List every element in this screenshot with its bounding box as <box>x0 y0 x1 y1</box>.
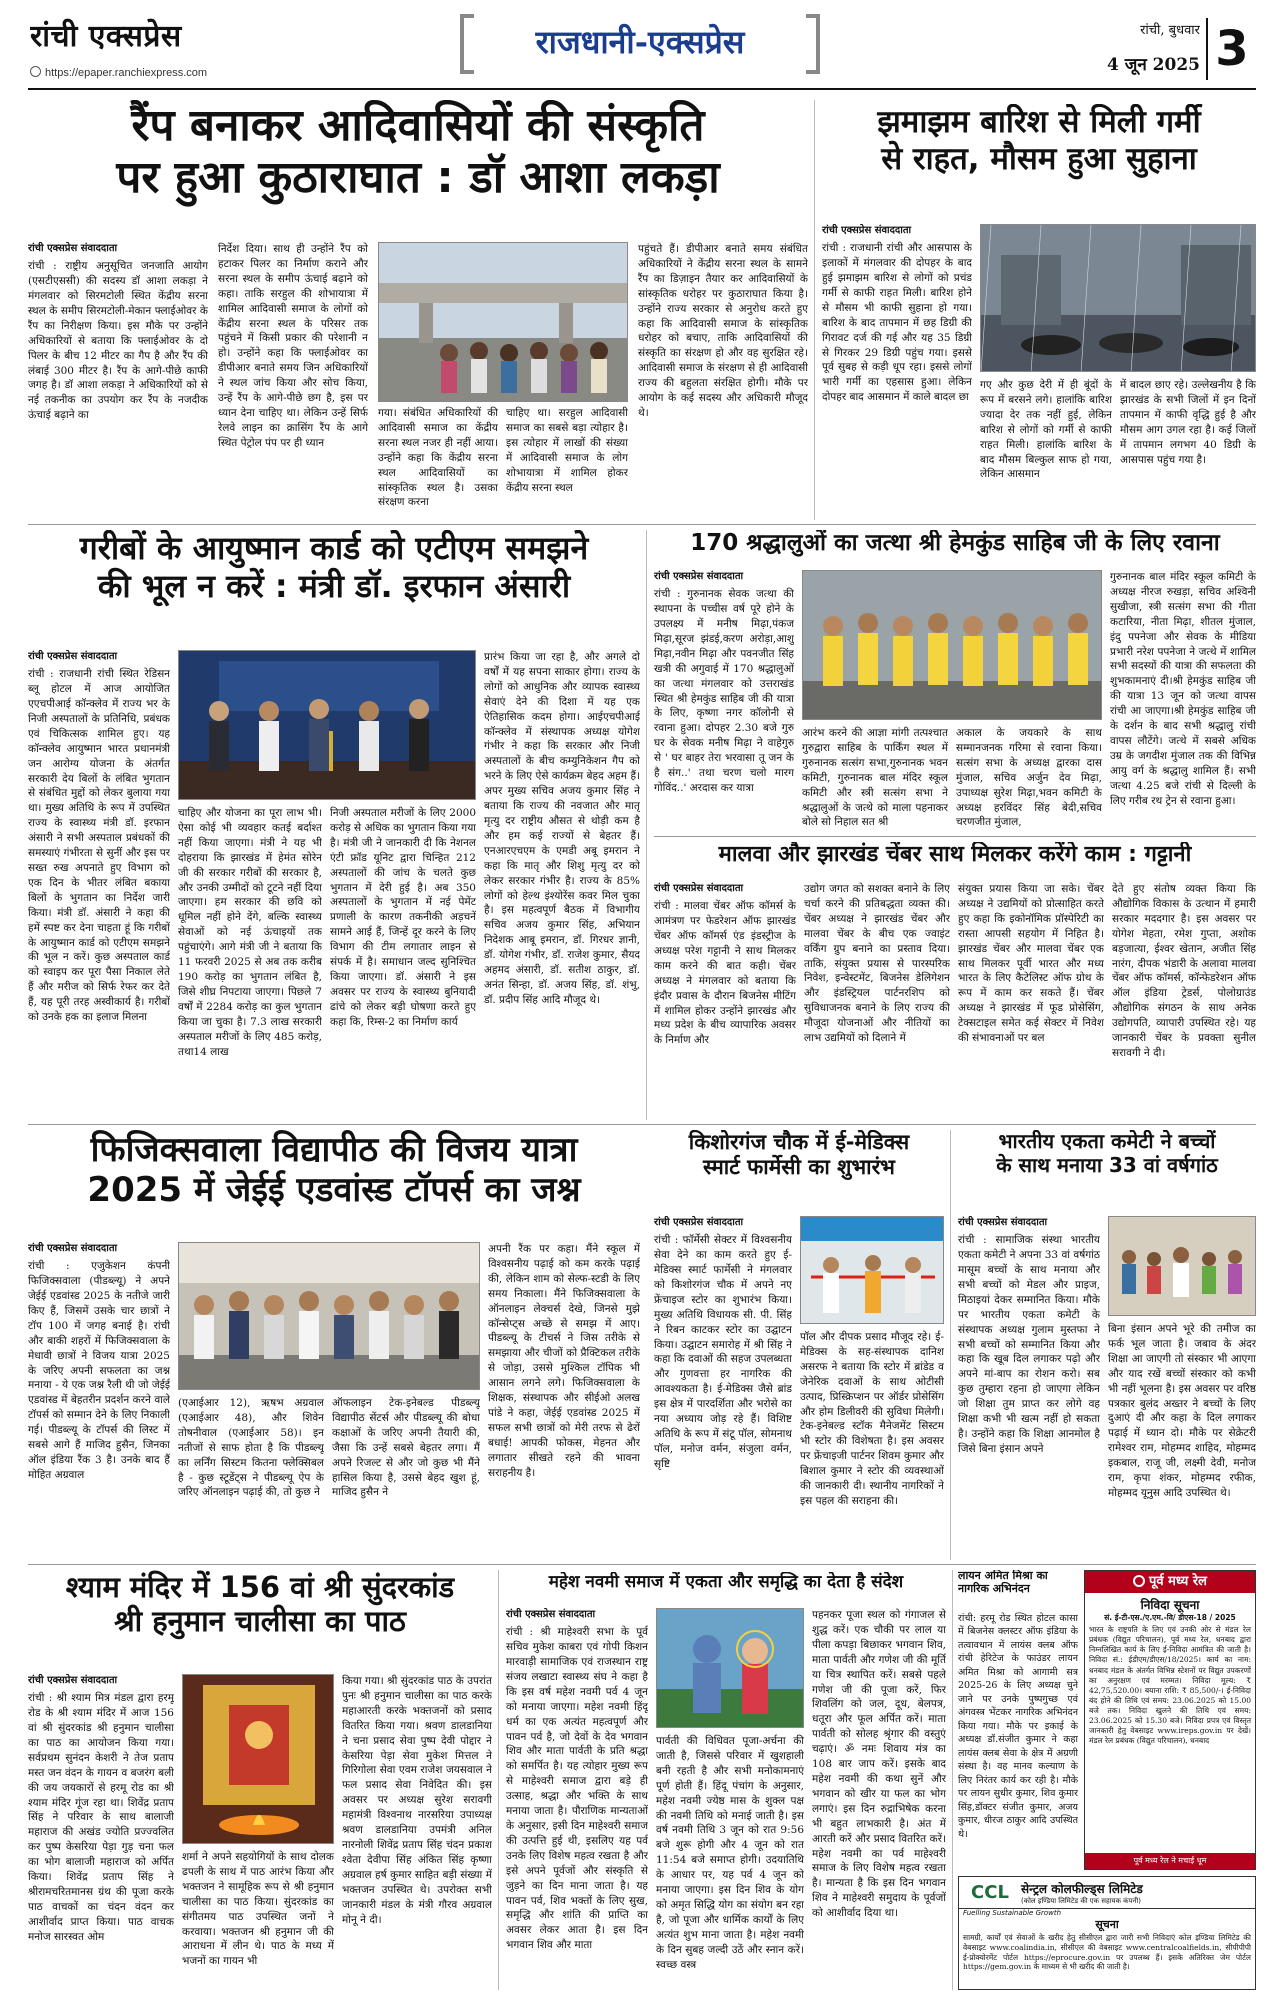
column-text: रांची : श्री श्याम मित्र मंडल द्वारा हरमू रोड के श्री श्याम मंदिर में आज 156 वां श्री सुंदरकांड श्री हनुमान चालीसा का पाठ का आयोजन किया गया। सर्वप्रथम सुनंदन केशरी ने तेज प्रताप मस्त जन वंदन के गायन व बजरंग बली की जय जयकारों से हरमू रोड का श्री श्याम मंदिर गूंज रहा था। शिवेंद्र प्रताप सिंह ने परिवार के साथ बालाजी महाराज की अखंड ज्योति प्रज्ज्वलित कर पुष्प केसरिया पेड़ा गुड़ चना फल का भोग बालाजी महाराज को अर्पित किया। शिवेंद्र प्रताप सिंह ने श्रीरामचरितमानस ग्रंथ की पूजा करके पाठ वाचकों का चंदन वंदन कर आशीर्वाद प्राप्त किया। पाठ वाचक मनोज सारस्वत ओम <box>28 1692 174 1943</box>
article-column <box>654 882 796 1120</box>
column-divider <box>950 1130 951 1560</box>
ccl-notice-title: सूचना <box>1095 1918 1119 1931</box>
article-column: देते हुए संतोष व्यक्त किया कि औद्योगिक विकास के उत्थान में हमारी सरकार मददगार है। इस अवसर पर योगेश मेहता, रमेश गुप्ता, अशोक बड़जात्या, ईश्वर खेतान, अजीत सिंह नारंग, दीपक भंडारी के अलावा मालवा चेंबर ऑफ कॉमर्स, कॉन्फेडरेशन ऑफ ऑल इंडिया ट्रेडर्स, पोलोग्राउंड औद्योगिक संगठन के साथ अनेक उद्योगपति, व्यापारी उपस्थित रहे। यह जानकारी चेंबर के प्रवक्ता सुनील सरावगी ने दी। <box>1112 883 1256 1059</box>
byline: रांची एक्सप्रेस संवाददाता <box>654 883 744 894</box>
flyover-photo-illustration <box>379 243 628 402</box>
shiva-parvati-illustration <box>657 1609 804 1728</box>
column-text: रांची : सामाजिक संस्था भारतीय एकता कमेटी ने अपना 33 वां वर्षगांठ मासूम बच्चों के साथ मनाया और सभी बच्चों को मेडल और प्राइज, मिठाइयां देकर सम्मानित किया। मौके पर भारतीय एकता कमेटी के संस्थापक अध्यक्ष गुलाम मुस्तफा ने सभी बच्चों को सम्मानित किया और कहा कि खूब दिल लगाकर पढ़ो और अपने मां-बाप का रोशन करो। सब कुछ तुम्हारा रहना हो जाएगा लेकिन जो शिक्षा तुम प्राप्त कर लोगे वह शिक्षा कभी भी खत्म नहीं हो सकता है। उन्होंने कहा कि शिक्षा आनमोल है जिसे बिना इंसान अपने <box>958 1234 1100 1455</box>
article-column: में बादल छाए रहे। उल्लेखनीय है कि झारखंड के सभी जिलों में इन दिनों तापमान में काफी वृद्धि हुई है और मौसम आग उगल रहा है। कई जिलों में तापमान लगभग 40 डिग्री के आसपास पहुंच गया है। <box>1120 379 1256 466</box>
conclave-photo-illustration <box>179 651 476 800</box>
headline-line-1: फिजिक्सवाला विद्यापीठ की विजय यात्रा <box>90 1130 578 1170</box>
railway-tender-ad <box>1084 1570 1256 1870</box>
article-column: किया गया। श्री सुंदरकांड पाठ के उपरांत पुनः श्री हनुमान चालीसा का पाठ करके महाआरती करके भक्तजनों को प्रसाद वितरित किया गया। श्रवण डालडानिया ने चना प्रसाद सेवा पुष्प देवी पोद्दार ने केसरिया पेड़ा सेवा मुकेश मित्तल ने गिरिगोला सेवा एवम राजेश जयसवाल ने फल प्रसाद सेवा निवेदित की। इस अवसर पर अध्यक्ष सुरेश सरावगी महामंत्री विश्वनाथ नारसरिया उपाध्यक्ष श्रवण डालडानिया उपमंत्री अनिल नारनोली शिवेंद्र प्रताप सिंह चंदन प्रकाश श्वेता देवीपा सिंह अंकित सिंह कृष्णा अग्रवाल हर्ष कुमार साहित बड़ी संख्या में भक्तजन उपस्थित थे। उपरोक्त सभी जानकारी मंडल के मंत्री गौरव अग्रवाल मोनू ने दी। <box>342 1675 492 1926</box>
masthead-date-block <box>1060 20 1200 82</box>
article-column: रांची: हरमू रोड स्थित होटल कासा में बिजनेस क्लस्टर ऑफ इंडिया के तत्वावधान में लायंस क्लब ऑफ रांची हेरिटेज के फाउंडर लायन अमित मिश्रा को आगामी सत्र 2025-26 के लिए अध्यक्ष चुने जाने पर उनके पुष्पगुच्छ एवं अंगवस्त्र भेंटकर नागरिक अभिनंदन किया गया। मौके पर इकाई के अध्यक्ष डॉ.संजीत कुमार ने कहा लायंस क्लब सेवा के क्षेत्र में अग्रणी संस्था है। वह मानव कल्याण के लिए निरंतर कार्य कर रही है। मौके पर लायन सुधीर कुमार, शिव कुमार सिंह,डॉक्टर संजीत कुमार, अजय कुमार, धीरज ठाकुर आदि उपस्थित थे। <box>958 1613 1078 1840</box>
article-column: प्रारंभ किया जा रहा है, और अगले दो वर्षों में यह सपना साकार होगा। राज्य के लोगों को आधुनिक और व्यापक स्वास्थ्य सेवाएं देने की दिशा में यह एक ऐतिहासिक कदम होगा। आईएचपीआई कॉन्क्लेव में संस्थापक अध्यक्ष योगेश गंभीर ने कहा कि सरकार और निजी अस्पतालों के बीच कम्युनिकेशन गैप को भरने के लिए ऐसे कार्यक्रम बेहद अहम हैं। अपर मुख्य सचिव अजय कुमार सिंह ने बताया कि राज्य की नवजात और मातृ मृत्यु दर राष्ट्रीय औसत से थोड़ी कम है और हम कई राज्यों से बेहतर हैं। एनआरएचएम के एमडी अबू इमरान ने कहा कि मातृ और शिशु मृत्यु दर को लेकर सरकार गंभीर है। राज्य के 85% लोगों को हेल्थ इंश्योरेंस कवर मिल चुका है। इस महत्वपूर्ण बैठक में विभागीय सचिव अजय कुमार सिंह, अभियान निदेशक आबू इमरान, डॉ. गिरधर ज्ञानी, डॉ. योगेश गंभीर, डॉ. राजेश कुमार, सैयद अहमद अंसारी, डॉ. सतीश ठाकुर, डॉ. अनंत सिन्हा, डॉ. अजय सिंह, डॉ. शंभु, डॉ. प्रदीप सिंह आदि मौजूद थे। <box>484 651 640 1006</box>
headline-line-1: भारतीय एकता कमेटी ने बच्चों <box>998 1130 1216 1153</box>
railway-ad-header <box>1085 1571 1255 1593</box>
headline-line-1: रैंप बनाकर आदिवासियों की संस्कृति <box>131 100 705 151</box>
masthead-rule <box>28 88 1256 90</box>
article-column <box>822 224 972 520</box>
headline <box>28 1130 640 1234</box>
headline-line-1: गरीबों के आयुष्मान कार्ड को एटीएम समझने <box>79 530 589 567</box>
article-column <box>28 1242 170 1560</box>
article-column: पहुंचते हैं। डीपीआर बनाते समय संबंधित अधिकारियों ने केंद्रीय सरना स्थल के सामने रैंप का डिज़ाइन तैयार कर आदिवासियों के सांस्कृतिक धरोहर पर कुठाराघात किया है। उन्होंने राज्य सरकार से अनुरोध करते हुए कहा कि आदिवासी समाज के सांस्कृतिक धरोहर को बचाए, ताकि आदिवासियों की संस्कृति का संरक्षण हो और वह सुरक्षित रहे। आदिवासी समाज के संरक्षण से ही आदिवासी राज्य की बहुलता संरक्षित होगी। मौके पर आयोग के कई सदस्य और अधिकारी मौजूद थे। <box>638 243 808 419</box>
headline: मालवा और झारखंड चेंबर साथ मिलकर करेंगे काम : गट्टानी <box>718 842 1192 867</box>
headline-line-2: की भूल न करें : मंत्री डॉ. इरफान अंसारी <box>97 566 571 605</box>
article-column <box>654 1216 792 1560</box>
toppers-photo-illustration <box>179 1243 480 1390</box>
byline: रांची एक्सप्रेस संवाददाता <box>28 651 118 662</box>
issue-date: 4 जून 2025 <box>1106 55 1200 75</box>
ccl-logo-icon: CCL <box>971 1882 1009 1903</box>
headline-line-2: श्री हनुमान चालीसा का पाठ <box>114 1604 406 1639</box>
article-column <box>654 570 794 830</box>
rain-photo-illustration <box>981 225 1256 372</box>
bracket-right-icon <box>806 14 820 74</box>
article-column <box>28 650 170 1120</box>
headline-line-1: लायन अमित मिश्रा का <box>958 1570 1048 1582</box>
article-column <box>28 1674 174 1990</box>
article-column <box>506 1608 648 1990</box>
column-divider <box>814 100 815 520</box>
masthead-url-text: https://epaper.ranchiexpress.com <box>45 67 208 79</box>
article-column: अकाल के जयकारे के साथ सम्मानजनक गरिमा से रवाना किया। सत्संग सभा के अध्यक्ष द्वारका दास मुंजाल, सचिव अर्जुन देव मिढ़ा, उपाध्यक्ष सुरेश मिढ़ा,भवन कमिटी के अध्यक्ष हरविंदर सिंह बेदी,सचिव चरणजीत मुंजाल, <box>956 727 1102 829</box>
headline-line-2: नागरिक अभिनंदन <box>958 1581 1030 1595</box>
masthead-logo: रांची एक्सप्रेस <box>30 19 182 54</box>
article-ramp <box>28 100 808 520</box>
news-photo-shiva-parvati <box>656 1608 804 1728</box>
section-banner <box>460 14 820 74</box>
news-photo-pharmacy <box>800 1216 944 1324</box>
railway-ad-footer: पूर्व मध्य रेल ने मचाई धूम <box>1085 1853 1255 1869</box>
article-hemkund <box>654 530 1256 830</box>
article-column: चाहिए था। सरहुल आदिवासी समाज का सबसे बड़ा त्योहार है। इस त्योहार में लाखों की संख्या में आदिवासी समाज के लोग शोभायात्रा में शामिल होकर केंद्रीय सरना स्थल <box>506 407 628 494</box>
photo-caption: आरंभ करने की आज्ञा मांगी तत्पश्चात गुरुद्वारा साहिब के पार्किंग स्थल में गुरुनानक सत्संग सभा,गुरुनानक भवन कमिटी, गुरुनानक बाल मंदिर स्कूल कमिटी और स्त्री सत्संग सभा ने श्रद्धालुओं के जत्थे को माला पहनाकर बोले सो निहाल सत श्री <box>802 727 948 829</box>
photo-caption: गए और कुछ देरी में ही बूंदों के रूप में बरसने लगे। हालांकि बारिश ज्यादा देर तक नहीं हुई, लेकिन बारिश से लोगों को गर्मी से काफी राहत मिली। हालांकि बारिश के बाद मौसम बिल्कुल साफ हो गया, लेकिन आसमान <box>980 379 1112 481</box>
temple-photo-illustration <box>183 1675 334 1844</box>
masthead-url[interactable] <box>30 66 290 82</box>
column-text: रांची : एजुकेशन कंपनी फिजिक्सवाला (पीडब्ल्यू) ने अपने जेईई एडवांस्ड 2025 के नतीजे जारी किए हैं, जिसमें उसके चार छात्रों ने टॉप 100 में जगह बनाई है। रांची और बाकी शहरों में फिजिक्सवाला के मेधावी छात्रों ने विजय यात्रा 2025 के जरिए अपनी सफलता का जश्न मनाया - ये एक जश्न रैली थी जो जेईई एडवांस्ड में बेहतरीन प्रदर्शन करने वाले टॉपर्स को सम्मान देने के लिए निकाली गई। पीडब्ल्यू के टॉपर्स की लिस्ट में सबसे आगे हैं माजिद हुसैन, जिनका ऑल इंडिया रैंक 3 है। उनके बाद हैं मोहित अग्रवाल <box>28 1260 170 1481</box>
article-column: निजी अस्पताल मरीजों के लिए 2000 करोड़ से अधिक का भुगतान किया गया है। मंत्री जी ने जानकारी दी कि नेशनल एंटी फ्रॉड यूनिट द्वारा चिन्हित 212 अस्पतालों की जांच के चलते कुछ भुगतान में देरी हुई है। अब 350 अस्पतालों के भुगतान में नई पेमेंट प्रणाली के कारण तकनीकी अड़चनें सामने आई हैं, जिन्हें दूर करने के लिए विभाग की टीम लगातार लाइन से संपर्क में है। समाधान जल्द सुनिश्चित किया जाएगा। डॉ. अंसारी ने इस अवसर पर राज्य के स्वास्थ्य बुनियादी ढांचे को लेकर बड़ी घोषणा करते हुए कहा कि, रिम्स-2 का निर्माण कार्य <box>330 807 476 1028</box>
column-text: रांची : गुरुनानक सेवक जत्था की स्थापना के पच्चीस वर्ष पूरे होने के उपलक्ष्य में मनीष मिढ़ा,पंकज मिढ़ा,सूरज झंडई,करण अरोड़ा,आशु मिढ़ा,नवीन मिढ़ा और पवनजीत सिंह खत्री की अगुवाई में 170 श्रद्धालुओं का जत्था मंगलवार को उत्तराखंड स्थित श्री हेमकुंड साहिब जी की यात्रा के लिए, कृष्णा नगर कॉलोनी से रवाना हुआ। दोपहर 2.30 बजे गुरु घर के सेवक मनीष मिढ़ा ने वाहेगुरु से ' घर बाहर तेरा भरवासा तू जन के है संग..' तथा चरण चलो मारग गोविंद..' अरदास कर यात्रा <box>654 588 794 794</box>
headline-line-2: 2025 में जेईई एडवांस्ड टॉपर्स का जश्न <box>87 1170 581 1211</box>
article-emedix <box>654 1130 944 1560</box>
article-ekta-committee <box>958 1130 1256 1560</box>
headline-line-2: से राहत, मौसम हुआ सुहाना <box>881 140 1197 177</box>
article-chamber <box>654 842 1256 1120</box>
article-lion-amit-mishra <box>958 1570 1078 1870</box>
byline: रांची एक्सप्रेस संवाददाता <box>654 571 744 582</box>
news-photo-toppers <box>178 1242 480 1390</box>
headline: महेश नवमी समाज में एकता और समृद्धि का देता है संदेश <box>548 1572 904 1592</box>
headline-line-1: श्याम मंदिर में 156 वां श्री सुंदरकांड <box>65 1570 455 1604</box>
masthead <box>0 0 1269 90</box>
headline <box>28 530 640 642</box>
article-column: अपनी रैंक पर कहा। मैंने स्कूल में विश्वसनीय पढ़ाई को कम करके पढ़ाई की, लेकिन शाम को सेल्फ-स्टडी के लिए समय निकाला। मैंने फिजिक्सवाला के ऑनलाइन लेक्चर्स देखे, जिनसे मुझे कॉन्सेप्ट्स अच्छे से समझ में आए। पीडब्ल्यू के टीचर्स ने जिस तरीके से समझाया और चीजों को प्रैक्टिकल तरीके से जोड़ा, उससे मुश्किल टॉपिक भी आसान लगने लगे। फिजिक्सवाला के शिक्षक, संस्थापक और सीईओ अलख पांडे ने कहा, जेईई एडवांस्ड 2025 में सफल सभी छात्रों को मेरी तरफ से ढेरों बधाई! आपकी फोकस, मेहनत और लगातार सीखते रहने की भावना सराहनीय है। <box>488 1243 640 1479</box>
photo-caption: शर्मा ने अपने सहयोगियों के साथ दोलक ढपली के साथ में पाठ आरंभ किया और भक्तजन ने सामूहिक रूप से श्री हनुमान चालीसा का पाठ किया। सुंदरकांड का संगीतमय पाठ उपस्थित जनों ने करवाया। भक्तजन श्री हनुमान जी की आराधना में लीन थे। पाठ के मध्य में भजनों का गायन भी <box>182 1851 334 1968</box>
news-photo-conclave <box>178 650 476 800</box>
headline <box>28 1570 492 1666</box>
city-day: रांची, बुधवार <box>1140 23 1200 38</box>
article-column: बिना इंसान अपने भूरे की तमीज का फर्क भूल जाता है। जबाव के अंदर शिक्षा आ जाएगी तो संस्कार भी आएगा और याद रखें बच्चों संस्कार को कभी भी नहीं भूलना है। इस अवसर पर वरिष्ठ पत्रकार बुलंद अख्तर ने बच्चों के लिए दुआएं दी और कहा के दिल लगाकर पढ़ाई में ध्यान दो। मौके पर सेक्रेटरी रामेश्वर राम, मोहम्मद शाहिद, मोहम्मद इकबाल, राजू जी, लक्ष्मी देवी, मनोज राम, कृपा शंकर, मोहम्मद रफीक, मोहम्मद यूनुस आदि उपस्थित थे। <box>1108 1323 1256 1499</box>
photo-caption: चाहिए और योजना का पूरा लाभ भी। ऐसा कोई भी व्यवहार कतई बर्दाश्त नहीं किया जाएगा। मंत्री ने यह भी दोहराया कि झारखंड में हेमंत सोरेन जी की सरकार गरीबों की सरकार है, और उनकी उम्मीदों को टूटने नहीं दिया जाएगा। हम सरकार की छवि को धूमिल नहीं होने देंगे, बल्कि स्वास्थ्य सेवाओं को नई ऊंचाइयों तक पहुंचाएंगे। आगे मंत्री जी ने बताया कि 11 फरवरी 2025 से अब तक करीब 190 करोड़ का भुगतान लंबित है, जिसे शीघ्र निपटाया जाएगा। पिछले 7 वर्षों में 2284 करोड़ का कुल भुगतान किया जा चुका है। 7.3 लाख सरकारी अस्पताल मरीजों के लिए 485 करोड़, तथा14 लाख <box>178 807 322 1058</box>
photo-caption: पार्वती की विधिवत पूजा-अर्चना की जाती है, जिससे परिवार में खुशहाली बनी रहती है और सभी मनोकामनाएं पूर्ण होती हैं। हिंदू पंचांग के अनुसार, महेश नवमी ज्येष्ठ मास के शुक्ल पक्ष की नवमी तिथि को मनाई जाती है। इस वर्ष नवमी तिथि 3 जून को रात 9:56 बजे शुरू होगी और 4 जून को रात 11:54 बजे समाप्त होगी। उदयातिथि के आधार पर, यह पर्व 4 जून को मनाया जाएगा। इस दिन शिव के योग को अमृत सिद्धि योग का संयोग बन रहा है, जो पूजा और धार्मिक कार्यों के लिए अत्यंत शुभ माना जाता है। महेश नवमी के दिन सुबह जल्दी उठें और स्नान करें। स्वच्छ वस्त्र <box>656 1735 804 1971</box>
headline <box>958 1570 1078 1610</box>
photo-caption: (एआईआर 12), ऋषभ अग्रवाल (एआईआर 48), और शिवेन तोषनीवाल (एआईआर 58)। इन नतीजों से साफ होता है कि पीडब्ल्यू का लर्निंग सिस्टम कितना फ्लेक्सिबल है - कुछ स्टूडेंट्स ने पीडब्ल्यू ऐप के जरिए ऑनलाइन पढ़ाई की, तो कुछ ने <box>178 1397 324 1499</box>
news-photo-children <box>1108 1216 1256 1316</box>
row-divider <box>28 524 1256 525</box>
column-text: रांची : फॉर्मेसी सेक्टर में विश्वसनीय सेवा देने का काम करते हुए ई-मेडिक्स स्मार्ट फार्मेसी ने मंगलवार को किशोरगंज चौक में अपने नए फ्रेंचाइज स्टोर का शुभारंभ किया। मुख्य अतिथि विधायक सी. पी. सिंह ने रिबन काटकर स्टोर का उद्घाटन किया। उद्घाटन समारोह में श्री सिंह ने कहा कि दवाओं की सहज उपलब्धता और गुणवत्ता हर नागरिक की आवश्यकता है। ई-मेडिक्स जैसे ब्रांड इस क्षेत्र में पारदर्शिता और भरोसे का नया अध्याय जोड़ रहे हैं। विशिष्ट अतिथि के रूप में संटू पॉल, सोमनाथ पॉल, मनोज वर्मन, संजुला वर्मन, सृष्टि <box>654 1234 792 1470</box>
photo-caption: गया। संबंधित अधिकारियों की आदिवासी समाज का केंद्रीय सरना स्थल नजर ही नहीं आया। उन्होंने कहा कि केंद्रीय सरना स्थल आदिवासियों का सांस्कृतिक स्थल है। उसका संरक्षण करना <box>378 407 498 509</box>
article-mahesh-navmi <box>506 1570 946 1990</box>
children-photo-illustration <box>1109 1217 1256 1316</box>
headline-line-1: किशोरगंज चौक में ई-मेडिक्स <box>688 1130 910 1154</box>
headline <box>654 1130 944 1210</box>
article-column: गुरुनानक बाल मंदिर स्कूल कमिटी के अध्यक्ष नीरज रुखड़ा, सचिव अश्विनी सुखीजा, स्त्री सत्संग सभा की गीता कटारिया, नीता मिढ़ा, शीतल मुंजाल, इंदु पपनेजा और सेवक के मीडिया प्रभारी नरेश पपनेजा ने जत्थे में शामिल सभी सदस्यों की यात्रा की सफलता की शुभकामनाएं दी।श्री हेमकुंड साहिब जी की यात्रा 13 जून को जत्था वापस रांची आ जाएगा।श्री हेमकुंड साहिब जी के दर्शन के बाद सभी श्रद्धालु रांची वापस लौटेंगे। जत्थे में सबसे अधिक उम्र के जगदीश मुंजाल तक की विभिन्न आयु वर्ग के श्रद्धालु शामिल हैं। सभी जत्था 4.25 बजे रांची से दिल्ली के लिए गरीब रथ ट्रेन से रवाना हुआ। <box>1110 571 1256 807</box>
column-divider <box>952 1570 953 1990</box>
headline <box>28 100 808 232</box>
globe-icon <box>30 66 41 77</box>
railway-ad-title: निविदा सूचना <box>1140 1598 1200 1612</box>
railway-logo-icon <box>1133 1575 1145 1587</box>
ccl-org-name: सेन्ट्रल कोलफील्ड्स लिमिटेड <box>1021 1881 1143 1896</box>
article-column: उद्योग जगत को सशक्त बनाने के लिए चर्चा करने की प्रतिबद्धता व्यक्त की। चेंबर अध्यक्ष ने झारखंड चेंबर और मालवा चेंबर के बीच एक ज्वाइंट वर्किंग ग्रुप बनाने का प्रस्ताव दिया। ताकि, संयुक्त प्रयास से पारस्परिक निवेश, इन्वेस्टमेंट, बिजनेस डेलिगेशन और इंडस्ट्रियल पार्टनरशिप को सुविधाजनक बनाने के लिए राज्य की मौजूदा योजनाओं और नीतियों का लाभ उद्यमियों को दिलाने में <box>804 883 950 1045</box>
article-column: संयुक्त प्रयास किया जा सके। चेंबर अध्यक्ष ने उद्यमियों को प्रोत्साहित करते हुए कहा कि इकोनॉमिक प्रॉस्पेरिटी का रास्ता आपसी सहयोग में निहित है। झारखंड चेंबर और मालवा चेंबर एक साथ मिलकर पूर्वी भारत और मध्य भारत के लिए कैटेलिस्ट ऑफ ग्रोथ के रूप में काम कर सकते हैं। चेंबर अध्यक्ष ने झारखंड में फूड प्रोसेसिंग, टेक्सटाइल समेत कई सेक्टर में निवेश की संभावनाओं पर बल <box>958 883 1104 1045</box>
headline <box>822 104 1256 214</box>
row-divider <box>28 1564 1256 1565</box>
article-column <box>28 242 208 520</box>
ccl-ad-header <box>959 1877 1255 1909</box>
railway-ad-ref: सं. ई-टी-एस./ए.एम.-वि/ डीएस-18 / 2025 <box>1104 1613 1236 1622</box>
byline: रांची एक्सप्रेस संवाददाता <box>506 1609 596 1620</box>
row-divider <box>28 1124 1256 1125</box>
railway-org: पूर्व मध्य रेल <box>1149 1574 1207 1589</box>
ccl-tagline: Fuelling Sustainable Growth <box>963 1909 1062 1917</box>
byline: रांची एक्सप्रेस संवाददाता <box>28 1675 118 1686</box>
article-column: ऑफलाइन टेक-इनेबल्ड पीडब्ल्यू विद्यापीठ सेंटर्स और पीडब्ल्यू की बोधा कक्षाओं के जरिए अपनी तैयारी की, जैसा कि उन्हें सबसे बेहतर लगा। मैं अपने रिजल्ट से और जो कुछ भी मैंने हासिल किया है, उससे बेहद खुश हूं, माजिद हुसैन ने <box>332 1397 480 1499</box>
pilgrims-photo-illustration <box>803 571 1102 720</box>
column-divider <box>646 530 647 1120</box>
headline: 170 श्रद्धालुओं का जत्था श्री हेमकुंड साहिब जी के लिए रवाना <box>690 530 1220 556</box>
railway-ad-body: भारत के राष्ट्रपति के लिए एवं उनकी ओर से मंडल रेल प्रबंधक (विद्युत परिचालन), पूर्व मध्य रेल, धनबाद द्वारा निम्नलिखित कार्य के लिए ई-निविदा आमंत्रित की जाती है। निविदा सं.: ईडीएम/डीएस/18/2025। कार्य का नाम: धनबाद मंडल के अंतर्गत विभिन्न स्टेशनों पर विद्युत उपकरणों का अनुरक्षण एवं मरम्मत। निविदा मूल्य: ₹ 42,75,520.00। बयाना राशि: ₹ 85,500/-। ई-निविदा बंद होने की तिथि एवं समय: 23.06.2025 को 15.00 बजे तक। निविदा खुलने की तिथि एवं समय: 23.06.2025 को 15.30 बजे। निविदा प्रपत्र एवं विस्तृत जानकारी हेतु वेबसाइट www.ireps.gov.in पर देखें। मंडल रेल प्रबंधक (विद्युत परिचालन), धनबाद <box>1089 1625 1251 1746</box>
news-photo-pilgrims <box>802 570 1102 720</box>
row-divider <box>654 836 1256 837</box>
headline-line-1: झमाझम बारिश से मिली गर्मी <box>877 104 1201 140</box>
section-title: राजधानी-एक्सप्रेस <box>535 23 745 61</box>
ccl-sub: (कोल इण्डिया लिमिटेड की एक सहायक कंपनी) <box>1021 1896 1141 1905</box>
bracket-left-icon <box>460 14 474 74</box>
ccl-notice-ad <box>958 1876 1256 1990</box>
article-column: पहनकर पूजा स्थल को गंगाजल से शुद्ध करें। एक चौकी पर लाल या पीला कपड़ा बिछाकर भगवान शिव, माता पार्वती और गणेश जी की मूर्ति या चित्र स्थापित करें। सबसे पहले गणेश जी की पूजा करें, फिर शिवलिंग को जल, दूध, बेलपत्र, धतूरा और फूल अर्पित करें। माता पार्वती को सोलह श्रृंगार की वस्तुएं चढ़ाएं। ॐ नमः शिवाय मंत्र का 108 बार जाप करें। इसके बाद महेश नवमी की कथा सुनें और भगवान को खीर या फल का भोग लगाएं। इस दिन रुद्राभिषेक करना भी बहुत लाभकारी है। अंत में आरती करें और प्रसाद वितरित करें। महेश नवमी का पर्व माहेश्वरी समाज के लिए विशेष महत्व रखता है। मान्यता है कि इस दिन भगवान शिव ने माहेश्वरी समुदाय के पूर्वजों को आशीर्वाद दिया था। <box>812 1609 946 1920</box>
byline: रांची एक्सप्रेस संवाददाता <box>654 1217 744 1228</box>
photo-caption: पॉल और दीपक प्रसाद मौजूद रहे। ई-मेडिक्स के सह-संस्थापक दानिश असरफ ने बताया कि स्टोर में ब्रांडेड व जेनेरिक दवाओं के साथ ओटीसी उत्पाद, प्रिस्क्रिप्शन पर ऑर्डर प्रोसेसिंग और होम डिलीवरी की सुविधा मिलेगी। टेक-इनेबल्ड स्टॉक मैनेजमेंट सिस्टम भी स्टोर की विशेषता है। इस अवसर पर फ्रेंचाइजी पार्टनर शिवम कुमार और बिशाल कुमार ने स्टोर की व्यवस्थाओं की जानकारी दी। स्थानीय नागरिकों ने इस पहल की सराहना की। <box>800 1331 944 1507</box>
column-text: रांची : मालवा चेंबर ऑफ कॉमर्स के आमंत्रण पर फेडरेशन ऑफ झारखंड चेंबर ऑफ कॉमर्स एंड इंडस्ट्रीज के अध्यक्ष परेश गट्टानी ने साथ मिलकर काम करने की बात कही। चेंबर अध्यक्ष ने मंगलवार को बताया कि इंदौर प्रवास के दौरान बिजनेस मीटिंग में शामिल होकर उन्होंने झारखंड और मध्य प्रदेश के बीच व्यापारिक अवसर के निर्माण और <box>654 900 796 1047</box>
byline: रांची एक्सप्रेस संवाददाता <box>28 1243 118 1254</box>
column-text: रांची : श्री माहेश्वरी सभा के पूर्व सचिव मुकेश काबरा एवं गोपी किशन मारवाड़ी सामाजिक एवं राजस्थान राष्ट्र संजय लखाटा स्वास्थ्य संघ ने कहा है कि इस वर्ष महेश नवमी पर्व 4 जून को मनाया जाएगा। महेश नवमी हिंदू धर्म का एक अत्यंत महत्वपूर्ण और पावन पर्व है, जो देवों के देव भगवान शिव और माता पार्वती के प्रति श्रद्धा को समर्पित है। यह त्योहार मुख्य रूप से माहेश्वरी समाज द्वारा बड़े ही उत्साह, श्रद्धा और भक्ति के साथ मनाया जाता है। पौराणिक मान्यताओं के अनुसार, इसी दिन माहेश्वरी समाज की उत्पत्ति हुई थी, इसलिए यह पर्व उनके लिए विशेष महत्व रखता है और इसे अपने पूर्वजों और संस्कृति से जुड़ने का दिन माना जाता है। यह पावन पर्व, शिव भक्तों के लिए सुख, समृद्धि और शांति की प्राप्ति का अवसर लेकर आता है। इस दिन भगवान शिव और माता <box>506 1626 648 1952</box>
news-photo-rain <box>980 224 1256 372</box>
article-column: निर्देश दिया। साथ ही उन्होंने रैंप को हटाकर पिलर का निर्माण कराने और सरना स्थल के समीप ऊंचाई बढ़ाने को कहा। ताकि सरहुल की शोभायात्रा में शामिल आदिवासी समाज के लोगों को केंद्रीय सरना स्थल के परिसर तक पहुंचने में किसी प्रकार की परेशानी न हो। उन्होंने कहा कि फ्लाईओवर का डीपीआर बनाते समय जिन अधिकारियों ने स्थल जांच किया और सोच किया, उन्हें रैंप के आगे-पीछे छग है, इस पर ध्यान देना चाहिए था। लेकिन उन्हें सिर्फ रेलवे लाइन का क्रासिंग रैंप के आगे स्थित पेट्रोल पंप पर ही ध्यान <box>218 243 368 449</box>
byline: रांची एक्सप्रेस संवाददाता <box>28 243 118 254</box>
page-number: 3 <box>1206 18 1256 80</box>
pharmacy-photo-illustration <box>801 1217 944 1324</box>
news-photo-temple <box>182 1674 334 1844</box>
byline: रांची एक्सप्रेस संवाददाता <box>958 1217 1048 1228</box>
article-physicswallah <box>28 1130 640 1560</box>
headline-line-2: के साथ मनाया 33 वां वर्षगांठ <box>996 1152 1218 1177</box>
article-shyam-mandir <box>28 1570 492 1990</box>
column-text: रांची : राजधानी रांची स्थित रेडिसन ब्लू होटल में आज आयोजित एएचपीआई कॉन्क्लेव में राज्य भर के निजी अस्पतालों के प्रतिनिधि, प्रबंधक एवं चिकित्सक शामिल हुए। यह कॉन्क्लेव आयुष्मान भारत प्रधानमंत्री जन आरोग्य योजना के अंतर्गत सरकारी देय बिलों के लंबित भुगतान से संबंधित मुद्दों को लेकर बुलाया गया था। मुख्य अतिथि के रूप में उपस्थित राज्य के स्वास्थ्य मंत्री डॉ. इरफान अंसारी ने सभी अस्पताल प्रबंधकों की समस्याएं गंभीरता से सुनीं और इस पर सख्त रुख अपनाते हुए विभाग को एक दिन के भीतर लंबित बकाया बिलों के भुगतान का निर्देश जारी किया। मंत्री डॉ. अंसारी ने कहा की हमें स्पष्ट कर देना चाहता हूं कि गरीबों के आयुष्मान कार्ड को एटीएम समझने की भूल न करें। कुछ अस्पताल कार्ड को स्वाइप कर पूरा पैसा निकाल लेते हैं और मरीज को सिर्फ रेफर कर देते हैं, यह पूरी तरह अस्वीकार्य है। गरीबों को उनके हक का इलाज मिलना <box>28 668 170 1024</box>
column-text: रांची : राष्ट्रीय अनुसूचित जनजाति आयोग (एसटीएससी) की सदस्य डॉ आशा लकड़ा ने मंगलवार को सिरमटोली स्थित केंद्रीय सरना स्थल के समीप सिरमटोली-मेकान फ्लाईओवर के रैंप का निरीक्षण किया। इस मौके पर उन्होंने अधिकारियों से बताया कि फ्लाईओवर के दो पिलर के बीच 12 मीटर का गैप है और रैंप की लंबाई 300 मीटर है। रैंप के आगे-पीछे काफी जगह है। डॉ आशा लकड़ा ने अधिकारियों को से नई तकनीक का उपयोग कर रैंप के नजदीक ऊंचाई बढ़ाने का <box>28 260 208 422</box>
headline-line-2: स्मार्ट फार्मेसी का शुभारंभ <box>703 1154 895 1179</box>
column-text: रांची : राजधानी रांची और आसपास के इलाकों में मंगलवार की दोपहर के बाद हुई झमाझम बारिश से लोगों को प्रचंड गर्मी से काफी राहत मिली। बारिश होने से मौसम भी काफी सुहाना हो गया। बारिश के बाद तापमान में छह डिग्री की गिरावट दर्ज की गई और यह 35 डिग्री से गिरकर 29 डिग्री पहुंच गया। इससे पूर्व सुबह से कड़ी धूप रहा। इससे लोगों भारी गर्मी का एहसास हुआ। लेकिन दोपहर बाद आसमान में काले बादल छा <box>822 242 972 404</box>
ccl-notice-body: सामग्री, कार्यों एवं सेवाओं के खरीद हेतु सीसीएल द्वारा जारी सभी निविदाएं कोल इण्डिया लिमिटेड की वेबसाइट www.coalindia.in, सीसीएल की वेबसाइट www.centralcoalfields.in, सीपीपीपी ई-प्रोक्योरमेंट पोर्टल https://eprocure.gov.in पर उपलब्ध हैं। इसके अतिरिक्त जेम पोर्टल https://gem.gov.in के माध्यम से भी खरीद की जाती है। <box>963 1933 1251 1972</box>
headline-line-2: पर हुआ कुठाराघात : डॉ आशा लकड़ा <box>116 151 720 203</box>
headline <box>958 1130 1256 1210</box>
byline: रांची एक्सप्रेस संवाददाता <box>822 225 912 236</box>
article-column <box>958 1216 1100 1560</box>
news-photo-flyover <box>378 242 628 402</box>
article-rain <box>822 100 1256 520</box>
column-divider <box>498 1570 499 1990</box>
article-ayushman <box>28 530 640 1120</box>
